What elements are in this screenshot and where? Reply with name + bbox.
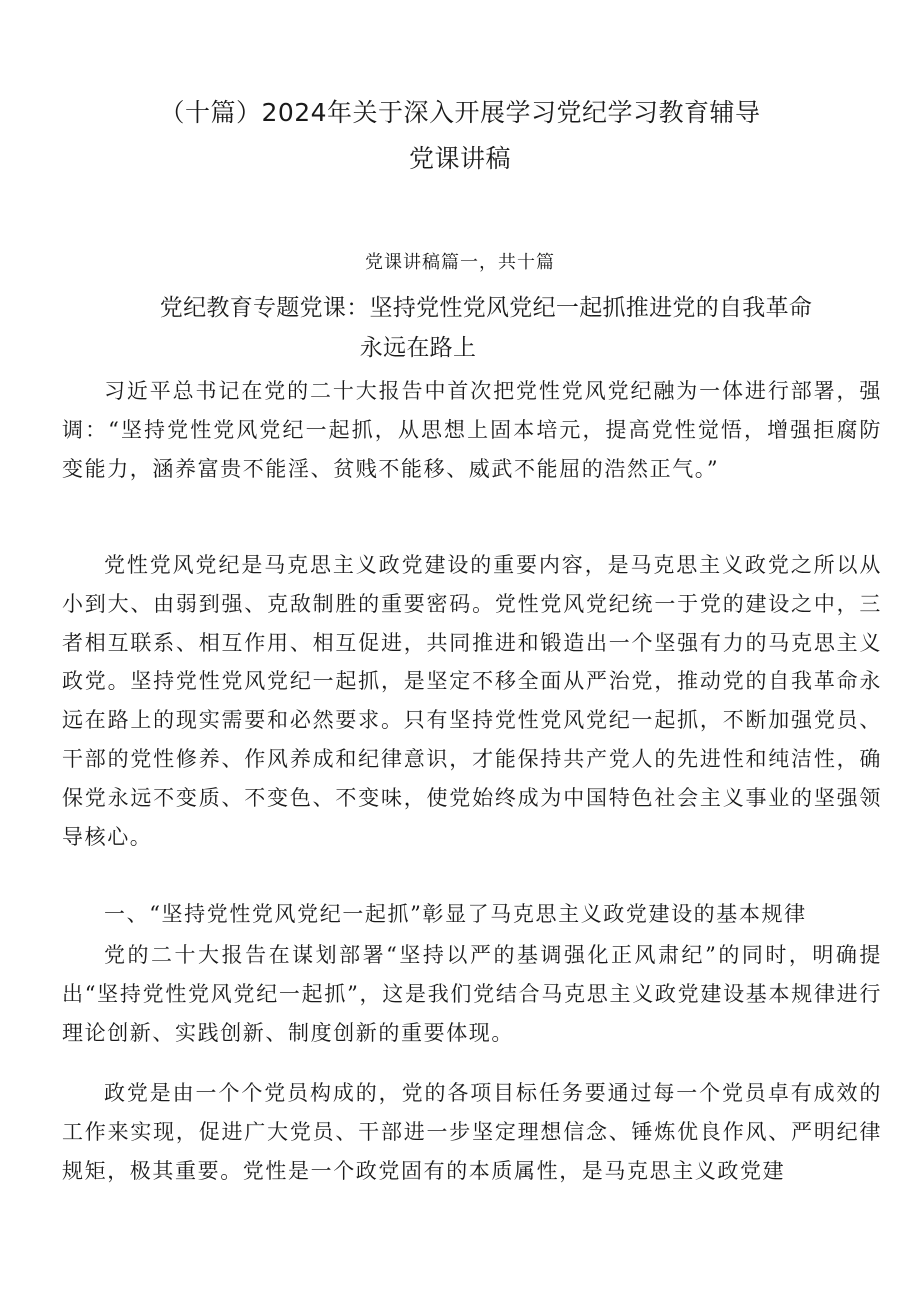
body-block-1: [62, 372, 882, 488]
body-block-2: [62, 546, 882, 856]
document-title-line1: （十篇）2024年关于深入开展学习党纪学习教育辅导: [159, 98, 761, 127]
paragraph: 党的二十大报告在谋划部署“坚持以严的基调强化正风肃纪”的同时，明确提出“坚持党性党风党纪一起抓”，这是我们党结合马克思主义政党建设基本规律进行理论创新、实践创新、制度创新的重要体现。: [62, 943, 882, 1045]
body-block-3: [62, 936, 882, 1052]
document-title-line2: 党课讲稿: [408, 144, 511, 173]
section-title-line1: 党纪教育专题党课：坚持党性党风党纪一起抓推进党的自我革命: [159, 295, 813, 321]
paragraph: 政党是由一个个党员构成的，党的各项目标任务要通过每一个党员卓有成效的工作来实现，促进广大党员、干部进一步坚定理想信念、锤炼优良作风、严明纪律规矩，极其重要。党性是一个政党固有的本质属性，是马克思主义政党建: [62, 1081, 882, 1183]
section-heading-1: 一、“坚持党性党风党纪一起抓”彰显了马克思主义政党建设的基本规律: [104, 902, 807, 926]
section-title-line2: 永远在路上: [359, 335, 477, 361]
paragraph: 党性党风党纪是马克思主义政党建设的重要内容，是马克思主义政党之所以从小到大、由弱到强、克敌制胜的重要密码。党性党风党纪统一于党的建设之中，三者相互联系、相互作用、相互促进，共同推进和锻造出一个坚强有力的马克思主义政党。坚持党性党风党纪一起抓，是坚定不移全面从严治党，推动党的自我革命永远在路上的现实需要和必然要求。只有坚持党性党风党纪一起抓，不断加强党员、干部的党性修养、作风养成和纪律意识，才能保持共产党人的先进性和纯洁性，确保党永远不变质、不变色、不变味，使党始终成为中国特色社会主义事业的坚强领导核心。: [62, 553, 882, 849]
body-block-4: [62, 1074, 882, 1190]
paragraph: 习近平总书记在党的二十大报告中首次把党性党风党纪融为一体进行部署，强调：“坚持党性党风党纪一起抓，从思想上固本培元，提高党性觉悟，增强拒腐防变能力，涵养富贵不能淫、贫贱不能移、威武不能屈的浩然正气。”: [62, 379, 882, 481]
document-subtitle: 党课讲稿篇一，共十篇: [365, 252, 555, 273]
